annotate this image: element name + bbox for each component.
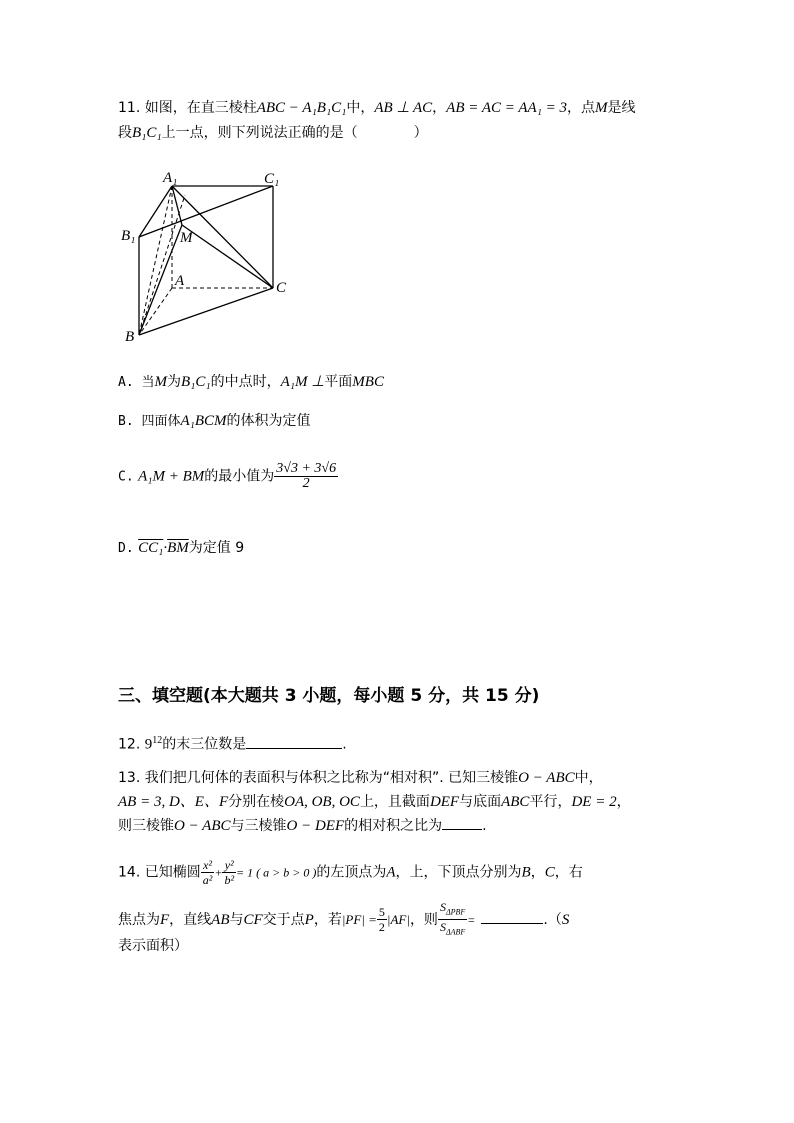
edge-ab-hidden	[139, 288, 172, 335]
option-a-text: 的中点时，	[210, 374, 281, 390]
q14-text: ，	[530, 864, 545, 881]
q12-text: 的末三位数是	[162, 736, 247, 753]
q13-expr: O − ABC	[174, 818, 231, 834]
option-c-text: 的最小值为	[204, 468, 275, 485]
label-a1: A₁	[163, 170, 178, 186]
fraction-numerator: 5	[378, 905, 385, 920]
option-a-text: 为	[166, 374, 181, 390]
option-a-expr: A₁M ⊥	[280, 374, 325, 390]
q13-expr: ABC	[501, 794, 530, 810]
q14-text: 与	[229, 911, 244, 928]
option-c-label: C.	[118, 469, 134, 485]
q14-line3: 表示面积）	[118, 938, 188, 954]
q14-text: ，直线	[169, 911, 212, 928]
q13-text: 的相对积之比为	[344, 818, 443, 834]
q14-af: |AF|	[386, 911, 410, 927]
answer-blank-q13[interactable]	[442, 829, 482, 830]
equals-sign: =	[467, 912, 476, 927]
q11-text: 是线	[607, 100, 636, 116]
q14-text: ，右	[554, 864, 583, 881]
q13-line3	[118, 816, 487, 836]
option-a-m: M	[154, 374, 167, 390]
q14-point-f: F	[160, 911, 170, 928]
fraction-numerator: x²	[201, 858, 215, 873]
q11-text: 段	[118, 125, 132, 141]
label-m: M	[180, 230, 193, 246]
vector-cc1: CC₁	[138, 540, 164, 556]
q14-pf: |PF| =	[341, 911, 377, 927]
area-subscript: ΔPBF	[445, 907, 466, 917]
q14-fraction-y	[222, 858, 236, 887]
q14-text: .（	[543, 911, 562, 928]
q11-text: 上一点，则下列说法正确的是（ ）	[161, 125, 428, 141]
q14-line1	[118, 858, 583, 887]
q14-text: 的左顶点为	[316, 864, 387, 881]
edge-bc	[139, 288, 273, 335]
plus-operator: +	[214, 865, 223, 880]
area-symbol: S	[439, 900, 446, 914]
q14-text: ，若	[313, 911, 342, 928]
label-b: B	[125, 329, 135, 345]
q14-text: ，上，下顶点分别为	[395, 864, 522, 881]
q13-text: 分别在棱	[228, 794, 285, 810]
label-a: A	[175, 273, 185, 289]
q11-perp: AB ⊥ AC	[374, 100, 433, 116]
fraction-denominator: 2	[378, 920, 385, 935]
edge-a1b-hidden	[139, 186, 172, 335]
option-c	[118, 462, 338, 491]
edge-b1c1	[139, 186, 273, 237]
q14-point-b: B	[521, 864, 531, 881]
fraction-numerator: y²	[222, 858, 236, 873]
answer-blank-q14[interactable]	[481, 923, 543, 924]
q14-point-a: A	[386, 864, 396, 881]
q14-label: 14. 已知椭圆	[118, 864, 201, 881]
area-symbol: S	[439, 920, 446, 935]
q14-line-cf: CF	[243, 911, 263, 928]
q12	[118, 731, 347, 755]
fraction-numerator: 3√3 + 3√6	[276, 461, 337, 476]
option-b	[118, 411, 311, 432]
option-a-plane: MBC	[352, 374, 384, 390]
area-subscript: ΔABF	[445, 927, 466, 937]
q12-end: .	[342, 736, 347, 753]
edge-a1c	[172, 186, 273, 288]
q13-text: 与底面	[459, 794, 502, 810]
q13-text: 与三棱锥	[230, 818, 287, 834]
option-a	[118, 372, 384, 393]
q13-line1	[118, 768, 603, 788]
q13-text: 则三棱锥	[118, 818, 174, 834]
q14-point-p: P	[304, 911, 314, 928]
q13-expr: O − ABC	[518, 770, 575, 786]
label-b1: B₁	[121, 228, 136, 244]
q13-end: .	[482, 818, 487, 834]
q11-text: 中，	[346, 100, 375, 116]
q11-prefix: 11. 如图，在直三棱柱	[118, 100, 257, 116]
q11-segment: B₁C₁	[132, 125, 162, 141]
q13-text: 平行，	[529, 794, 572, 810]
q13-expr: OA, OB, OC	[284, 794, 360, 810]
option-b-text: 的体积为定值	[226, 413, 311, 429]
q14-ratio-fraction	[377, 905, 387, 934]
fraction-denominator: b²	[224, 873, 235, 887]
label-c: C	[276, 280, 287, 296]
q13-text: ，	[616, 794, 631, 810]
edge-a1m	[172, 186, 182, 225]
q14-area-fraction	[438, 900, 467, 940]
option-d-text: 为定值 9	[188, 540, 245, 556]
option-a-label: A. 当	[118, 375, 155, 390]
q13-expr: DEF	[429, 794, 460, 810]
q11-m: M	[595, 100, 608, 116]
q14-line-ab: AB	[211, 911, 230, 928]
q13-expr: DE = 2	[571, 794, 617, 810]
vector-bm: $\overline{BM}$	[167, 540, 189, 556]
q13-text: 上，且截面	[359, 794, 430, 810]
dot-operator: ·	[163, 540, 168, 556]
q11-line1	[118, 98, 636, 118]
option-a-text: 平面	[324, 374, 353, 390]
edge-cm	[182, 225, 273, 288]
fraction-denominator: 2	[302, 476, 310, 491]
q13-expr: O − DEF	[286, 818, 345, 834]
q11-line2	[118, 123, 428, 143]
q12-label: 12.	[118, 736, 141, 753]
label-c1: C₁	[264, 171, 280, 187]
q12-exponent: 12	[152, 735, 163, 746]
q12-base: 9	[144, 736, 153, 753]
option-c-fraction	[274, 462, 338, 491]
edge-a1b1	[139, 186, 172, 237]
section-heading: 三、填空题(本大题共 3 小题，每小题 5 分，共 15 分)	[118, 686, 540, 706]
edge-bm	[139, 225, 182, 335]
q13-expr: AB = 3, D、E、F	[118, 794, 229, 810]
q11-text: ，点	[567, 100, 596, 116]
q14-ellipse-condition: = 1 ( a > b > 0 )	[236, 865, 317, 880]
option-d-label: D.	[118, 541, 134, 556]
option-b-label: B. 四面体	[118, 414, 181, 429]
option-a-seg: B₁C₁	[180, 374, 211, 390]
q14-text: ，则	[409, 911, 438, 928]
answer-blank-q12[interactable]	[246, 748, 342, 749]
fraction-denominator: a²	[202, 873, 213, 887]
q11-equal: AB = AC = AA₁ = 3	[446, 100, 568, 116]
q14-fraction-x	[201, 858, 215, 887]
q14-line2	[118, 900, 569, 940]
q13-line2	[118, 792, 631, 812]
q13-text: 13. 我们把几何体的表面积与体积之比称为“相对积”. 已知三棱锥	[118, 770, 519, 786]
option-c-expr: A₁M + BM	[138, 468, 205, 485]
q14-text: 交于点	[262, 911, 305, 928]
option-d	[118, 538, 244, 559]
q14-point-c: C	[544, 864, 555, 881]
q14-text: 焦点为	[118, 911, 160, 928]
q13-text: 中，	[574, 770, 603, 786]
option-b-expr: A₁BCM	[180, 413, 227, 429]
q11-text: ，	[432, 100, 447, 116]
q14-area-s: S	[561, 911, 570, 928]
q11-prism: ABC − A₁B₁C₁	[256, 100, 347, 116]
edge-hidden-diag	[139, 195, 185, 335]
